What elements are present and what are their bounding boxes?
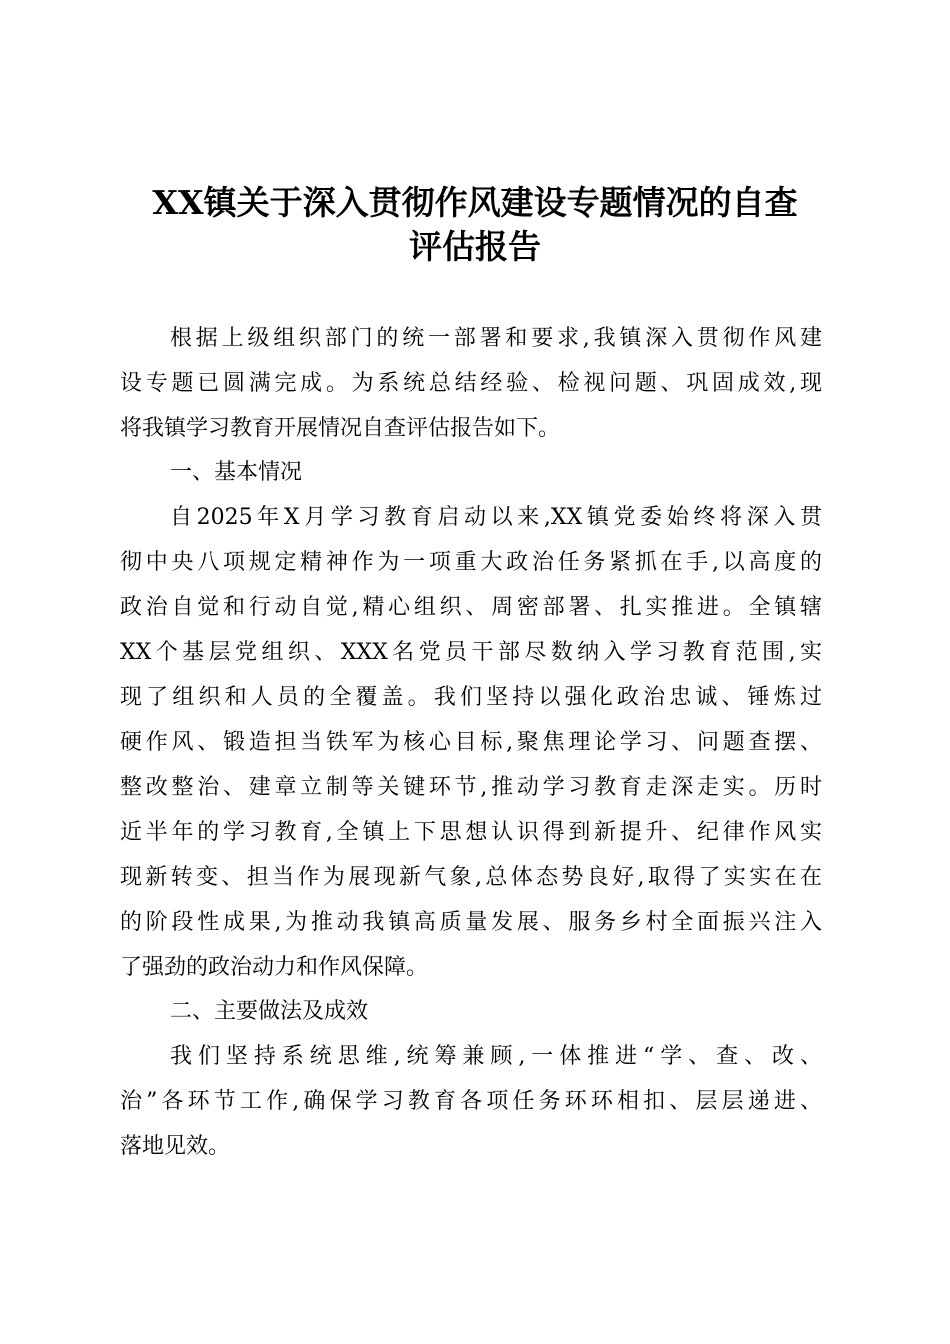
document-title-line-1: XX镇关于深入贯彻作风建设专题情况的自查 <box>152 183 798 222</box>
intro-line: 将我镇学习教育开展情况自查评估报告如下。 <box>120 416 561 441</box>
section2-line: 治”各环节工作,确保学习教育各项任务环环相扣、层层递进、 <box>120 1089 822 1114</box>
document-title-line-2: 评估报告 <box>409 227 541 266</box>
section1-line: 政治自觉和行动自觉,精心组织、周密部署、扎实推进。全镇辖 <box>120 595 822 620</box>
section1-line: 彻中央八项规定精神作为一项重大政治任务紧抓在手,以高度的 <box>120 550 822 575</box>
section-heading-main-practices: 二、主要做法及成效 <box>170 999 369 1024</box>
section1-line: XX个基层党组织、XXX名党员干部尽数纳入学习教育范围,实 <box>120 640 822 665</box>
section1-line: 现了组织和人员的全覆盖。我们坚持以强化政治忠诚、锤炼过 <box>120 685 822 710</box>
section1-line: 硬作风、锻造担当铁军为核心目标,聚焦理论学习、问题查摆、 <box>120 730 822 755</box>
section1-line: 的阶段性成果,为推动我镇高质量发展、服务乡村全面振兴注入 <box>120 910 822 935</box>
section2-line: 我们坚持系统思维,统筹兼顾,一体推进“学、查、改、 <box>170 1044 822 1069</box>
intro-line: 根据上级组织部门的统一部署和要求,我镇深入贯彻作风建 <box>170 326 822 351</box>
intro-line: 设专题已圆满完成。为系统总结经验、检视问题、巩固成效,现 <box>120 371 822 396</box>
section-heading-basic-situation: 一、基本情况 <box>170 460 303 485</box>
section1-line: 现新转变、担当作为展现新气象,总体态势良好,取得了实实在在 <box>120 865 822 890</box>
section1-line: 近半年的学习教育,全镇上下思想认识得到新提升、纪律作风实 <box>120 820 822 845</box>
section1-line: 整改整治、建章立制等关键环节,推动学习教育走深走实。历时 <box>120 775 822 800</box>
section1-line: 自2025年X月学习教育启动以来,XX镇党委始终将深入贯 <box>170 505 822 530</box>
section2-line: 落地见效。 <box>120 1134 231 1159</box>
section1-line: 了强劲的政治动力和作风保障。 <box>120 955 429 980</box>
